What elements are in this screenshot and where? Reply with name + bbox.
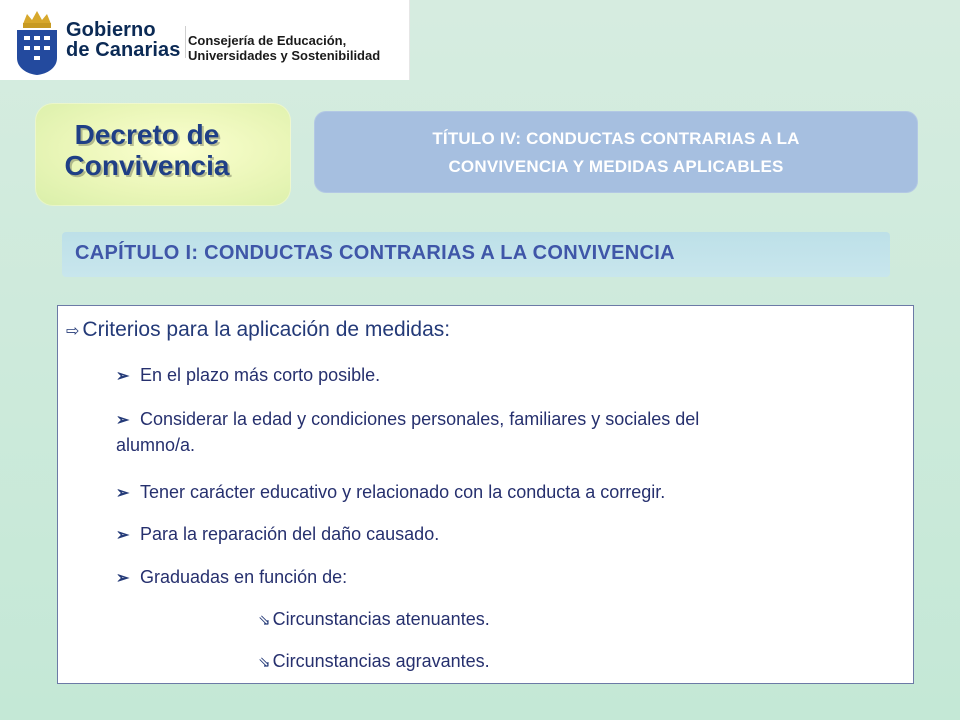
chevron-right-icon: ➢ (116, 485, 130, 502)
curved-arrow-icon: ⇘ (258, 612, 271, 629)
dept-name-line1: Consejería de Educación, (188, 33, 347, 48)
gov-name (66, 20, 181, 60)
bullet-text: alumno/a. (116, 435, 196, 455)
bullet-item (116, 407, 699, 433)
capitulo-title: CAPÍTULO I: CONDUCTAS CONTRARIAS A LA CONVIVENCIA (75, 242, 675, 264)
chevron-right-icon: ➢ (116, 368, 130, 385)
bullet-text: Graduadas en función de: (140, 567, 348, 587)
curved-arrow-icon: ⇘ (258, 654, 271, 671)
titulo-line1: TÍTULO IV: CONDUCTAS CONTRARIAS A LA (432, 129, 800, 148)
bullet-text: Tener carácter educativo y relacionado con la conducta a corregir. (140, 482, 666, 502)
dept-name-line2: Universidades y Sostenibilidad (188, 48, 381, 63)
bullet-text: Para la reparación del daño causado. (140, 524, 440, 544)
bullet-item (116, 522, 439, 548)
header-logo-box (0, 0, 410, 80)
titulo-line2: CONVIVENCIA Y MEDIDAS APLICABLES (448, 157, 784, 176)
right-arrow-icon: ⇨ (66, 323, 80, 340)
sub-bullet-item (258, 649, 490, 675)
bullet-item (116, 363, 380, 389)
bullet-text: Considerar la edad y condiciones personales, familiares y sociales del (140, 409, 700, 429)
chevron-right-icon: ➢ (116, 527, 130, 544)
decreto-title-line2: Convivencia (64, 150, 230, 181)
titulo-text (336, 125, 896, 181)
bullet-item-continuation (116, 433, 195, 457)
criterios-heading (66, 317, 450, 345)
bullet-item (116, 565, 347, 591)
sub-bullet-text: Circunstancias agravantes. (272, 651, 490, 671)
bullet-text: En el plazo más corto posible. (140, 365, 381, 385)
criterios-text: Criterios para la aplicación de medidas: (82, 318, 451, 341)
canarias-shield-icon (14, 8, 60, 76)
chevron-right-icon: ➢ (116, 412, 130, 429)
gov-name-line1: Gobierno (66, 19, 156, 41)
gov-name-line2: de Canarias (66, 39, 181, 61)
bullet-item (116, 480, 665, 506)
sub-bullet-text: Circunstancias atenuantes. (272, 609, 490, 629)
chevron-right-icon: ➢ (116, 570, 130, 587)
decreto-title-line1: Decreto de (74, 119, 220, 150)
sub-bullet-item (258, 607, 490, 633)
header-divider (185, 26, 186, 58)
dept-name (188, 33, 398, 63)
decreto-title (42, 119, 252, 181)
